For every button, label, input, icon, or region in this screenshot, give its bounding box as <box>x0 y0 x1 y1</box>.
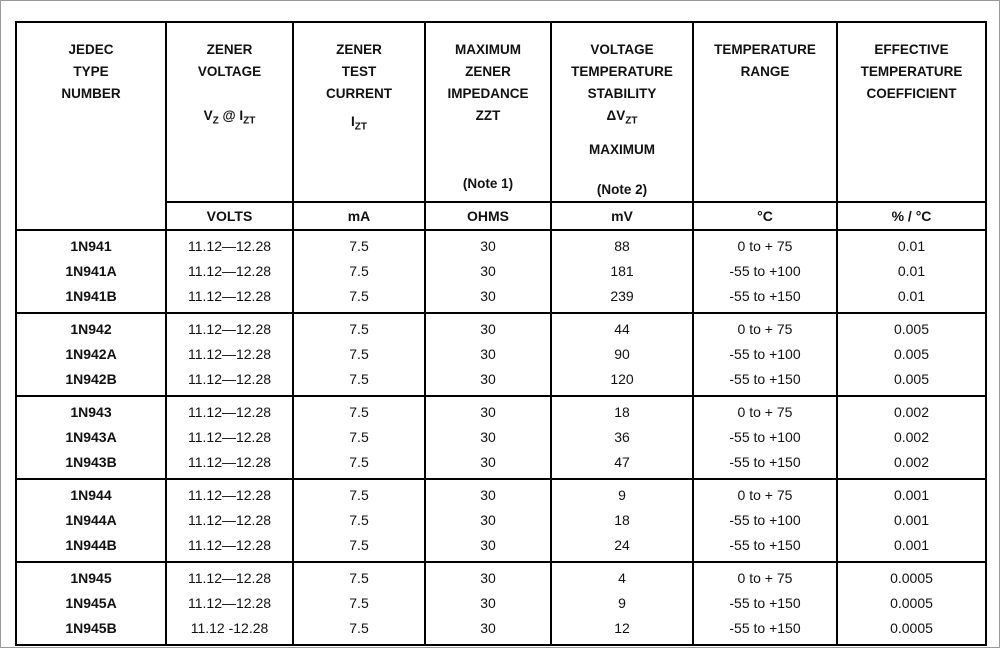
cell-test-current: 7.5 <box>293 367 425 396</box>
cell-zener-voltage: 11.12—12.28 <box>166 342 293 367</box>
cell-coefficient: 0.002 <box>837 425 986 450</box>
cell-zener-voltage: 11.12—12.28 <box>166 508 293 533</box>
cell-test-current: 7.5 <box>293 479 425 508</box>
cell-impedance: 30 <box>425 533 551 562</box>
zener-voltage-formula: $V_Z$ @ $I_{ZT}$ <box>203 108 256 127</box>
cell-temp-range: -55 to +150 <box>693 616 837 645</box>
cell-stability: 239 <box>551 284 693 313</box>
unit-volts: VOLTS <box>166 202 293 230</box>
cell-impedance: 30 <box>425 508 551 533</box>
cell-temp-range: -55 to +100 <box>693 508 837 533</box>
cell-zener-voltage: 11.12—12.28 <box>166 396 293 425</box>
cell-impedance: 30 <box>425 313 551 342</box>
header-jedec-type-number <box>16 22 166 230</box>
spec-table <box>15 21 987 646</box>
cell-type-number: 1N944A <box>16 508 166 533</box>
cell-coefficient: 0.01 <box>837 230 986 259</box>
table-row <box>16 259 986 284</box>
cell-impedance: 30 <box>425 479 551 508</box>
header-line: TEMPERATURE <box>860 64 963 79</box>
cell-impedance: 30 <box>425 284 551 313</box>
cell-zener-voltage: 11.12 -12.28 <box>166 616 293 645</box>
header-voltage-temp-stability <box>551 22 693 202</box>
cell-coefficient: 0.005 <box>837 342 986 367</box>
cell-test-current: 7.5 <box>293 562 425 591</box>
row-group <box>16 230 986 313</box>
cell-coefficient: 0.001 <box>837 533 986 562</box>
cell-stability: 24 <box>551 533 693 562</box>
table-row <box>16 284 986 313</box>
header-temperature-range <box>693 22 837 202</box>
note-2-reference: (Note 2) <box>596 181 648 197</box>
cell-type-number: 1N943A <box>16 425 166 450</box>
header-line: TEMPERATURE <box>571 64 673 79</box>
cell-zener-voltage: 11.12—12.28 <box>166 425 293 450</box>
row-group <box>16 396 986 479</box>
cell-temp-range: 0 to + 75 <box>693 396 837 425</box>
cell-zener-voltage: 11.12—12.28 <box>166 367 293 396</box>
unit-percent-per-celsius: % / °C <box>837 202 986 230</box>
cell-type-number: 1N943 <box>16 396 166 425</box>
header-row <box>16 22 986 202</box>
cell-impedance: 30 <box>425 450 551 479</box>
cell-test-current: 7.5 <box>293 425 425 450</box>
table-row <box>16 342 986 367</box>
cell-type-number: 1N942B <box>16 367 166 396</box>
cell-type-number: 1N944 <box>16 479 166 508</box>
header-line: NUMBER <box>61 86 121 101</box>
cell-zener-voltage: 11.12—12.28 <box>166 533 293 562</box>
cell-test-current: 7.5 <box>293 342 425 367</box>
cell-test-current: 7.5 <box>293 533 425 562</box>
header-effective-temp-coefficient <box>837 22 986 202</box>
cell-zener-voltage: 11.12—12.28 <box>166 450 293 479</box>
cell-zener-voltage: 11.12—12.28 <box>166 479 293 508</box>
cell-type-number: 1N944B <box>16 533 166 562</box>
header-line: ZENER <box>336 42 382 57</box>
cell-stability: 12 <box>551 616 693 645</box>
cell-temp-range: -55 to +150 <box>693 533 837 562</box>
cell-stability: 18 <box>551 508 693 533</box>
cell-impedance: 30 <box>425 425 551 450</box>
cell-type-number: 1N942 <box>16 313 166 342</box>
cell-stability: 4 <box>551 562 693 591</box>
cell-type-number: 1N941A <box>16 259 166 284</box>
unit-mv: mV <box>551 202 693 230</box>
cell-impedance: 30 <box>425 616 551 645</box>
cell-zener-voltage: 11.12—12.28 <box>166 230 293 259</box>
cell-coefficient: 0.01 <box>837 284 986 313</box>
cell-impedance: 30 <box>425 396 551 425</box>
cell-impedance: 30 <box>425 367 551 396</box>
cell-impedance: 30 <box>425 230 551 259</box>
cell-type-number: 1N941B <box>16 284 166 313</box>
cell-coefficient: 0.0005 <box>837 616 986 645</box>
table-row <box>16 367 986 396</box>
header-line: STABILITY <box>587 86 657 101</box>
header-line: ZENER <box>465 64 511 79</box>
row-group <box>16 313 986 396</box>
cell-temp-range: -55 to +100 <box>693 425 837 450</box>
cell-zener-voltage: 11.12—12.28 <box>166 591 293 616</box>
header-line: TYPE <box>73 64 109 79</box>
row-group <box>16 562 986 645</box>
cell-coefficient: 0.001 <box>837 479 986 508</box>
cell-type-number: 1N945 <box>16 562 166 591</box>
cell-temp-range: -55 to +150 <box>693 284 837 313</box>
table-row <box>16 562 986 591</box>
cell-temp-range: 0 to + 75 <box>693 479 837 508</box>
test-current-formula: $I_{ZT}$ <box>351 114 367 133</box>
cell-temp-range: -55 to +150 <box>693 450 837 479</box>
cell-type-number: 1N945B <box>16 616 166 645</box>
cell-temp-range: -55 to +150 <box>693 367 837 396</box>
cell-impedance: 30 <box>425 259 551 284</box>
cell-coefficient: 0.01 <box>837 259 986 284</box>
cell-zener-voltage: 11.12—12.28 <box>166 562 293 591</box>
table-row <box>16 591 986 616</box>
header-line: ZENER <box>206 42 253 57</box>
cell-test-current: 7.5 <box>293 591 425 616</box>
header-line: IMPEDANCE <box>447 86 529 101</box>
cell-test-current: 7.5 <box>293 616 425 645</box>
cell-coefficient: 0.005 <box>837 367 986 396</box>
cell-test-current: 7.5 <box>293 450 425 479</box>
cell-stability: 9 <box>551 591 693 616</box>
cell-type-number: 1N945A <box>16 591 166 616</box>
header-line: MAXIMUM <box>589 141 655 157</box>
cell-stability: 120 <box>551 367 693 396</box>
table-row <box>16 479 986 508</box>
cell-type-number: 1N942A <box>16 342 166 367</box>
cell-coefficient: 0.0005 <box>837 591 986 616</box>
stability-formula: $\Delta V_{ZT}$ <box>606 108 638 127</box>
table-row <box>16 396 986 425</box>
cell-temp-range: 0 to + 75 <box>693 562 837 591</box>
cell-test-current: 7.5 <box>293 259 425 284</box>
cell-test-current: 7.5 <box>293 284 425 313</box>
header-max-zener-impedance <box>425 22 551 202</box>
header-line: VOLTAGE <box>197 64 262 79</box>
cell-test-current: 7.5 <box>293 230 425 259</box>
header-line: JEDEC <box>68 42 114 57</box>
cell-stability: 9 <box>551 479 693 508</box>
cell-test-current: 7.5 <box>293 508 425 533</box>
cell-coefficient: 0.002 <box>837 396 986 425</box>
cell-coefficient: 0.005 <box>837 313 986 342</box>
header-line: RANGE <box>740 64 790 79</box>
cell-impedance: 30 <box>425 562 551 591</box>
table-row <box>16 616 986 645</box>
cell-coefficient: 0.002 <box>837 450 986 479</box>
unit-celsius: °C <box>693 202 837 230</box>
cell-zener-voltage: 11.12—12.28 <box>166 259 293 284</box>
header-line: TEST <box>341 64 377 79</box>
table-header <box>16 22 986 230</box>
cell-temp-range: -55 to +100 <box>693 342 837 367</box>
header-zener-voltage <box>166 22 293 202</box>
cell-type-number: 1N941 <box>16 230 166 259</box>
cell-test-current: 7.5 <box>293 313 425 342</box>
row-group <box>16 479 986 562</box>
cell-temp-range: 0 to + 75 <box>693 313 837 342</box>
cell-coefficient: 0.001 <box>837 508 986 533</box>
cell-coefficient: 0.0005 <box>837 562 986 591</box>
cell-stability: 47 <box>551 450 693 479</box>
table-row <box>16 508 986 533</box>
cell-stability: 88 <box>551 230 693 259</box>
cell-stability: 44 <box>551 313 693 342</box>
header-zener-test-current <box>293 22 425 202</box>
cell-stability: 18 <box>551 396 693 425</box>
table-row <box>16 533 986 562</box>
unit-ma: mA <box>293 202 425 230</box>
cell-zener-voltage: 11.12—12.28 <box>166 284 293 313</box>
cell-zener-voltage: 11.12—12.28 <box>166 313 293 342</box>
cell-stability: 36 <box>551 425 693 450</box>
header-line: TEMPERATURE <box>714 42 816 57</box>
table-row <box>16 230 986 259</box>
header-line: EFFECTIVE <box>874 42 949 57</box>
note-1-reference: (Note 1) <box>462 176 514 191</box>
header-line: MAXIMUM <box>455 42 521 57</box>
cell-impedance: 30 <box>425 591 551 616</box>
header-line: ZZT <box>475 108 501 123</box>
table-row <box>16 425 986 450</box>
table-row <box>16 313 986 342</box>
table-row <box>16 450 986 479</box>
cell-temp-range: 0 to + 75 <box>693 230 837 259</box>
cell-impedance: 30 <box>425 342 551 367</box>
cell-test-current: 7.5 <box>293 396 425 425</box>
header-line: VOLTAGE <box>590 42 654 57</box>
header-line: CURRENT <box>326 86 392 101</box>
unit-ohms: OHMS <box>425 202 551 230</box>
cell-temp-range: -55 to +100 <box>693 259 837 284</box>
header-line: COEFFICIENT <box>866 86 957 101</box>
cell-stability: 181 <box>551 259 693 284</box>
cell-stability: 90 <box>551 342 693 367</box>
cell-type-number: 1N943B <box>16 450 166 479</box>
cell-temp-range: -55 to +150 <box>693 591 837 616</box>
